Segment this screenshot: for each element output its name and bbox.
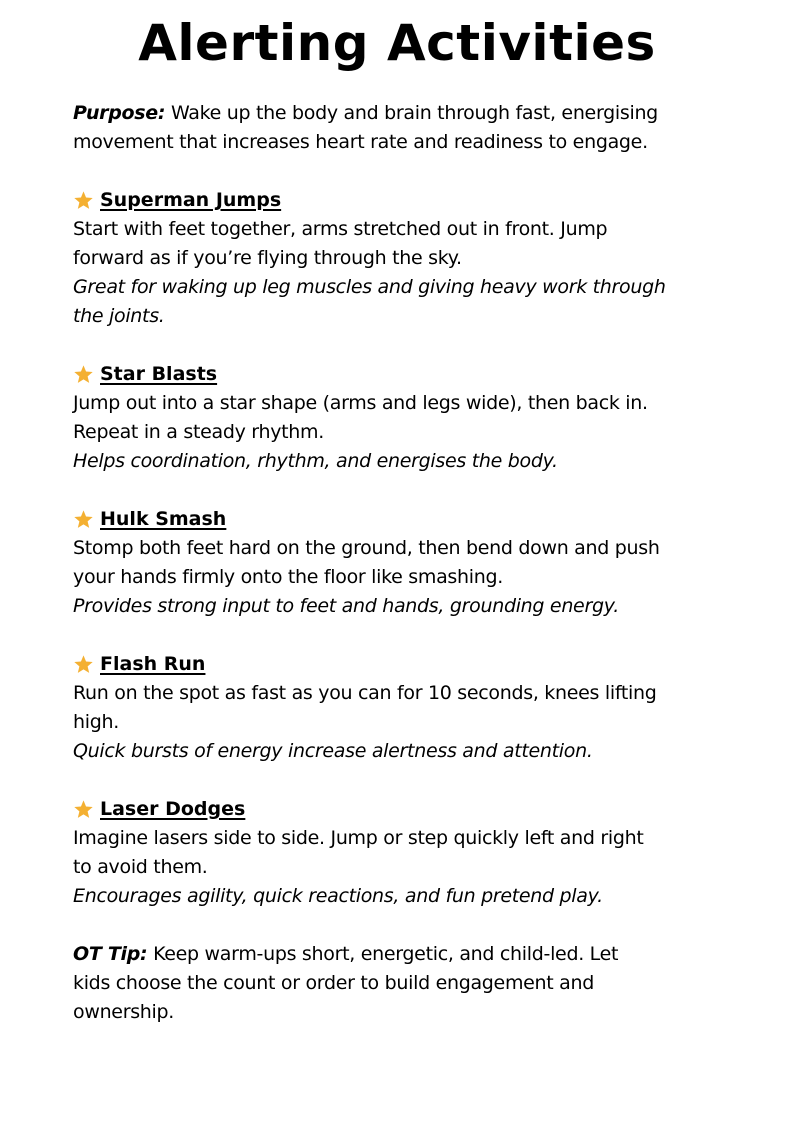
activity-desc-line: Run on the spot as fast as you can for 10 seconds, knees lifting [73,682,657,704]
activity-note-line: Helps coordination, rhythm, and energises the body. [73,450,558,472]
activity-title: Superman Jumps [100,189,282,211]
tip-label: OT Tip: [73,943,148,965]
star-icon [73,190,94,211]
star-icon [73,364,94,385]
tip-text-3: ownership. [73,1001,175,1023]
activity-desc-line: Imagine lasers side to side. Jump or step quickly left and right [73,827,644,849]
star-icon [73,509,94,530]
purpose-text-2: movement that increases heart rate and readiness to engage. [73,131,648,153]
activity-desc-line: forward as if you’re flying through the sky. [73,247,462,269]
activity-desc-line: Repeat in a steady rhythm. [73,421,324,443]
activity-note-line: Great for waking up leg muscles and giving heavy work through [73,276,666,298]
activity-heading [73,650,733,679]
document-body [73,99,733,1027]
activity-heading [73,186,733,215]
star-icon [73,799,94,820]
page-title: Alerting Activities [138,14,656,72]
activity-desc-line: your hands firmly onto the floor like smashing. [73,566,503,588]
activity-note-line: Encourages agility, quick reactions, and fun pretend play. [73,885,603,907]
activity-desc-line: Start with feet together, arms stretched out in front. Jump [73,218,608,240]
activity-superman-jumps [73,186,733,331]
activity-flash-run [73,650,733,766]
activity-desc-line: high. [73,711,119,733]
activity-title: Laser Dodges [100,798,246,820]
purpose-text-1: Wake up the body and brain through fast, energising [170,102,658,124]
activity-heading [73,360,733,389]
activity-hulk-smash [73,505,733,621]
activity-desc-line: to avoid them. [73,856,208,878]
purpose-label: Purpose: [73,102,166,124]
activity-title: Flash Run [100,653,206,675]
ot-tip-section [73,940,733,1027]
purpose-section [73,99,733,157]
tip-line-1 [73,940,733,969]
tip-text-2: kids choose the count or order to build engagement and [73,972,595,994]
purpose-line-1 [73,99,733,128]
star-icon [73,654,94,675]
activity-desc-line: Jump out into a star shape (arms and legs wide), then back in. [73,392,648,414]
activity-note-line: the joints. [73,305,165,327]
activity-heading [73,505,733,534]
activity-laser-dodges [73,795,733,911]
activity-note-line: Provides strong input to feet and hands, grounding energy. [73,595,619,617]
activity-desc-line: Stomp both feet hard on the ground, then bend down and push [73,537,660,559]
activity-note-line: Quick bursts of energy increase alertness and attention. [73,740,593,762]
tip-text-1: Keep warm-ups short, energetic, and child-led. Let [153,943,619,965]
activity-heading [73,795,733,824]
activity-star-blasts [73,360,733,476]
activity-title: Star Blasts [100,363,218,385]
activity-title: Hulk Smash [100,508,227,530]
